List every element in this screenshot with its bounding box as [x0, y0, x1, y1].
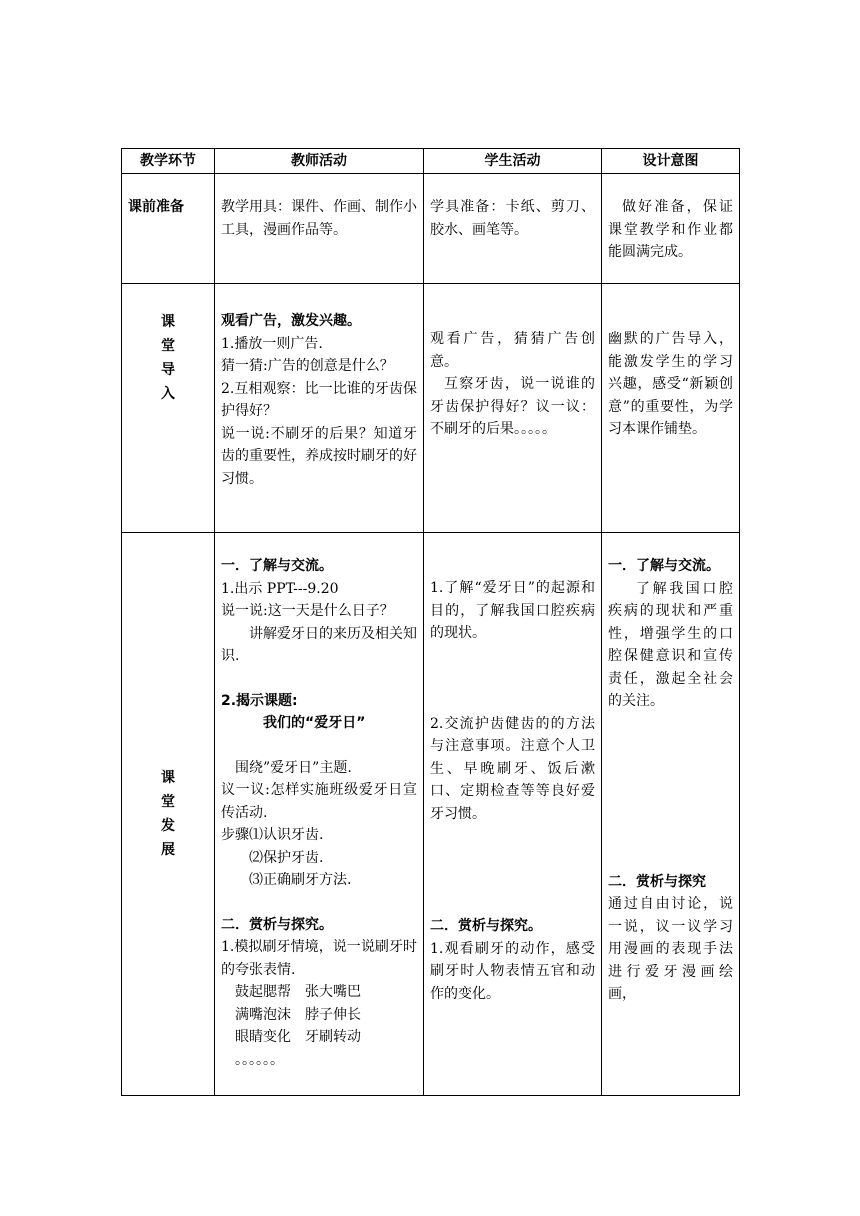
dev-teacher-part1-title: 一．了解与交流。 — [221, 558, 333, 574]
intro-teacher-line: 说一说:不刷牙的后果？知道牙齿的重要性，养成按时刷牙的好习惯。 — [221, 425, 417, 487]
dev-teacher-part2-subtitle: 我们的“爱牙日” — [263, 715, 366, 731]
dev-teacher-part2-title: 2.揭示课题: — [221, 692, 298, 709]
dev-teacher-ellipsis: 。。。。。。 — [235, 1051, 284, 1068]
dev-student-item: 2.交流护齿健齿的的方法与注意事项。注意个人卫生、早晚刷牙、饭后漱口、定期检查等等良好爱牙习惯。 — [430, 715, 595, 822]
expression-row: 眼睛变化 牙刷转动 — [235, 1029, 361, 1045]
header-intent: 设计意图 — [602, 149, 740, 174]
dev-intent-part1-text: 了解我国口腔疾病的现状和严重性，增强学生的口腔保健意识和宣传责任，激起全社会的关注。 — [608, 580, 733, 709]
intro-teacher-line: 1.播放一则广告. — [221, 335, 323, 352]
dev-intent-part1-title: 一．了解与交流。 — [608, 558, 720, 574]
dev-teacher-line: 1.出示 PPT---9.20 — [221, 580, 339, 597]
header-student: 学生活动 — [424, 149, 602, 174]
dev-teacher-step: ⑵保护牙齿. — [249, 849, 324, 866]
section-development: 课 堂 发 展 — [161, 770, 175, 858]
row-intro — [122, 284, 740, 533]
prep-teacher-text: 教学用具：课件、作画、制作小工具，漫画作品等。 — [221, 199, 417, 238]
dev-student-item: 1.了解“爱牙日”的起源和目的，了解我国口腔疾病的现状。 — [430, 580, 595, 641]
dev-intent-part2-title: 二．赏析与探究 — [608, 873, 706, 890]
dev-teacher-step: ⑶正确刷牙方法. — [249, 872, 352, 888]
dev-intent-part2-text: 通过自由讨论，说一说，议一议学习用漫画的表现手法进行爱牙漫画绘画， — [608, 896, 733, 1002]
dev-teacher-line: 1.模拟刷牙情境，说一说刷牙时的夸张表情. — [221, 939, 417, 978]
dev-student-part3-title: 二．赏析与探究。 — [430, 918, 542, 934]
intro-intent-text: 幽默的广告导入，能激发学生的学习兴趣，感受“新颖创意”的重要性，为学习本课作铺垫。 — [608, 331, 733, 437]
intro-teacher-title: 观看广告，激发兴趣。 — [221, 313, 361, 329]
header-teacher: 教师活动 — [215, 149, 424, 174]
lesson-plan-table — [121, 148, 740, 1096]
header-row — [122, 149, 740, 174]
dev-teacher-part2-intro: 围绕”爱牙日”主题. — [235, 759, 352, 776]
dev-teacher-explain: 讲解爱牙日的来历及相关知识. — [221, 625, 417, 664]
expression-row: 鼓起腮帮 张大嘴巴 — [235, 984, 361, 1000]
intro-student-line: 互察牙齿，说一说谁的牙齿保护得好？议一议：不刷牙的后果。。。。。 — [430, 376, 595, 437]
expression-row: 满嘴泡沫 脖子伸长 — [235, 1006, 361, 1023]
dev-student-item: 1.观看刷牙的动作，感受刷牙时人物表情五官和动作的变化。 — [430, 940, 595, 1002]
row-development — [122, 533, 740, 1096]
dev-teacher-steps-label: 步骤⑴认识牙齿. — [221, 827, 324, 843]
header-stage: 教学环节 — [122, 149, 215, 174]
intro-teacher-line: 2.互相观察：比一比谁的牙齿保护得好？ — [221, 380, 417, 419]
section-preparation: 课前准备 — [128, 199, 184, 215]
prep-intent-text: 做好准备，保证课堂教学和作业都能圆满完成。 — [608, 199, 733, 260]
intro-student-line: 观看广告，猜猜广告创意。 — [430, 331, 595, 370]
intro-teacher-line: 猜一猜:广告的创意是什么？ — [221, 358, 394, 374]
section-intro: 课 堂 导 入 — [161, 314, 175, 402]
dev-teacher-part3-title: 二．赏析与探究。 — [221, 916, 333, 933]
prep-student-text: 学具准备：卡纸、剪刀、胶水、画笔等。 — [430, 199, 595, 238]
dev-teacher-part2-discuss: 议一议:怎样实施班级爱牙日宣传活动. — [221, 782, 417, 821]
row-preparation — [122, 174, 740, 284]
dev-teacher-line: 说一说:这一天是什么日子？ — [221, 603, 394, 619]
